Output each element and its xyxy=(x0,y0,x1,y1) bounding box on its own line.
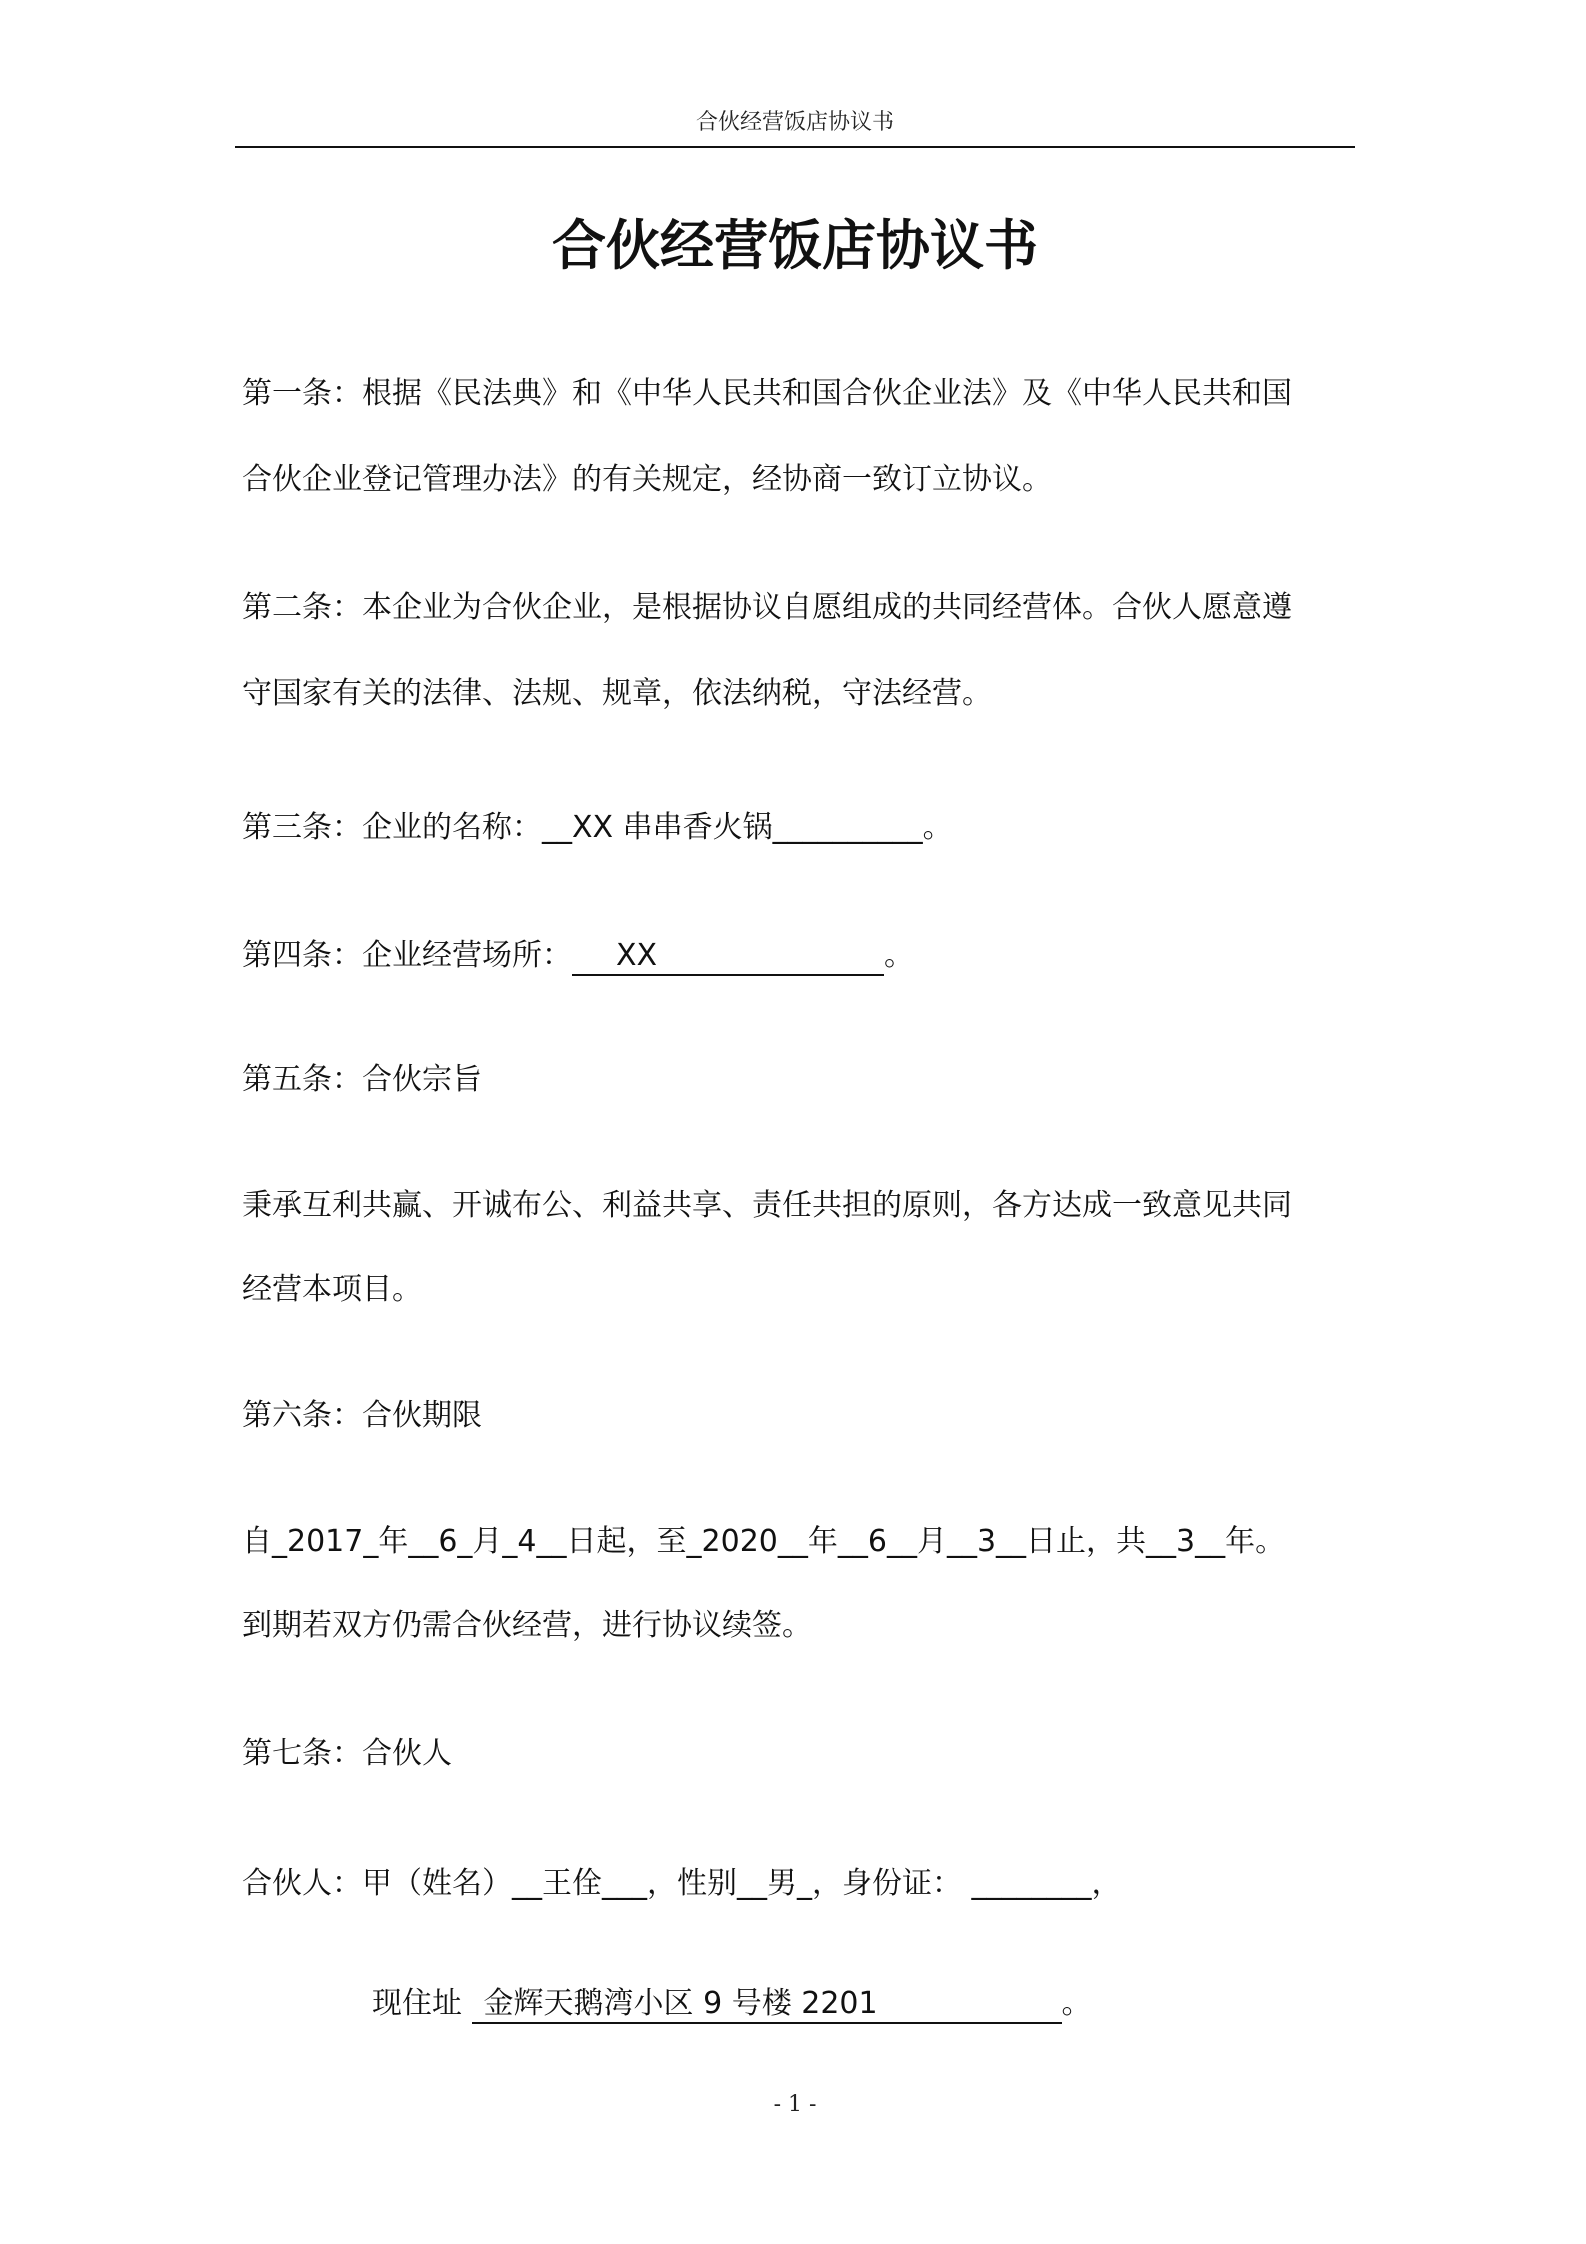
article-2-line-1: 第二条：本企业为合伙企业，是根据协议自愿组成的共同经营体。合伙人愿意遵 xyxy=(242,590,1292,625)
article-7-heading: 第七条：合伙人 xyxy=(242,1736,452,1771)
article-6-term-line-2: 到期若双方仍需合伙经营，进行协议续签。 xyxy=(242,1608,812,1643)
article-4-premises xyxy=(242,934,914,978)
page-number: - 1 - xyxy=(773,2092,817,2117)
address-value: 金辉天鹅湾小区 9 号楼 2201 xyxy=(472,1986,1062,2024)
address-label: 现住址 xyxy=(372,1986,462,2021)
address-end: 。 xyxy=(1061,1986,1092,2021)
partner-a-address xyxy=(372,1982,1092,2026)
article-1-line-2: 合伙企业登记管理办法》的有关规定，经协商一致订立协议。 xyxy=(242,462,1052,497)
article-4-premises-value: XX xyxy=(572,938,884,976)
article-3-enterprise-name: 第三条：企业的名称：__XX 串串香火锅__________。 xyxy=(242,810,953,845)
article-5-heading: 第五条：合伙宗旨 xyxy=(242,1062,482,1097)
article-4-label: 第四条：企业经营场所： xyxy=(242,938,572,973)
article-5-body-line-2: 经营本项目。 xyxy=(242,1272,422,1307)
header-rule xyxy=(235,146,1355,148)
article-2-line-2: 守国家有关的法律、法规、规章，依法纳税，守法经营。 xyxy=(242,676,992,711)
article-1-line-1: 第一条：根据《民法典》和《中华人民共和国合伙企业法》及《中华人民共和国 xyxy=(242,376,1292,411)
article-4-end: 。 xyxy=(884,938,914,973)
article-6-term-line-1: 自_2017_年__6_月_4__日起，至_2020__年__6__月__3__日止，共__3__年。 xyxy=(242,1524,1286,1559)
partner-a-line: 合伙人：甲（姓名）__王佺___，性别__男_，身份证： ________， xyxy=(242,1866,1122,1901)
document-title: 合伙经营饭店协议书 xyxy=(552,214,1038,277)
running-header: 合伙经营饭店协议书 xyxy=(695,110,894,135)
article-6-heading: 第六条：合伙期限 xyxy=(242,1398,482,1433)
article-5-body-line-1: 秉承互利共赢、开诚布公、利益共享、责任共担的原则，各方达成一致意见共同 xyxy=(242,1188,1292,1223)
